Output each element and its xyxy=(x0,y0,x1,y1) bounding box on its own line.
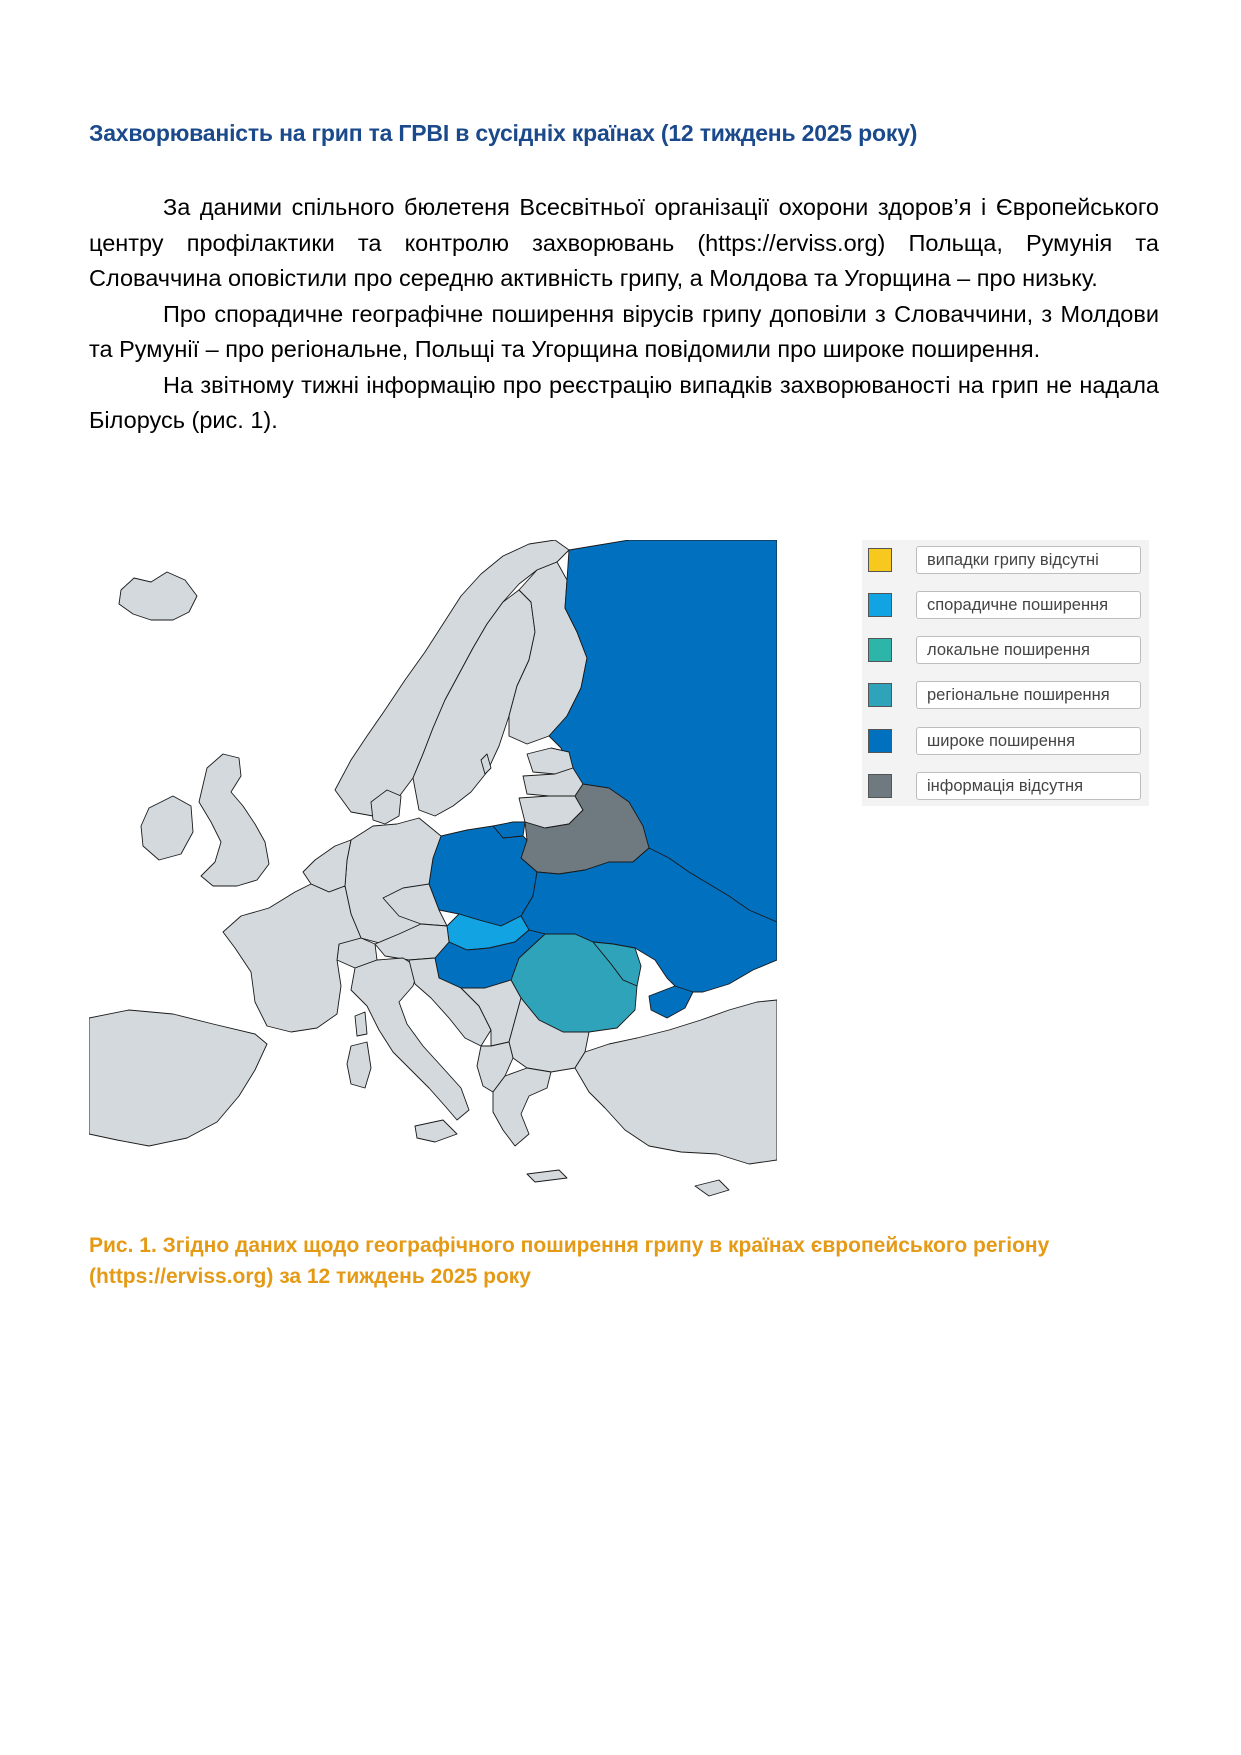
legend-label: локальне поширення xyxy=(916,636,1141,664)
figure-caption xyxy=(89,1230,1169,1292)
legend-label: широке поширення xyxy=(916,727,1141,755)
paragraph: На звітному тижні інформацію про реєстрацію випадків захворюваності на грип не надала Білорусь (рис. 1). xyxy=(89,371,1159,433)
legend-label: випадки грипу відсутні xyxy=(916,546,1141,574)
country-iceland xyxy=(119,572,197,620)
body-text xyxy=(89,190,1159,439)
map-legend xyxy=(862,540,1149,806)
legend-swatch xyxy=(868,638,892,662)
legend-label: спорадичне поширення xyxy=(916,591,1141,619)
caption-line: Рис. 1. Згідно даних щодо географічного поширення грипу в країнах європейського регіону xyxy=(89,1234,1050,1257)
map-svg xyxy=(89,540,777,1222)
island-sardinia xyxy=(347,1042,371,1088)
region-crimea xyxy=(649,986,693,1018)
europe-influenza-map xyxy=(89,540,777,1222)
legend-swatch xyxy=(868,593,892,617)
island-crete xyxy=(527,1170,567,1182)
page-title: Захворюваність на грип та ГРВІ в сусідніх країнах (12 тиждень 2025 року) xyxy=(89,120,918,146)
legend-swatch xyxy=(868,729,892,753)
legend-swatch xyxy=(868,774,892,798)
country-iberia xyxy=(89,1010,267,1146)
legend-item xyxy=(862,585,1149,623)
legend-label: регіональне поширення xyxy=(916,681,1141,709)
legend-label: інформація відсутня xyxy=(916,772,1141,800)
country-ireland xyxy=(141,796,193,860)
island-sicily xyxy=(415,1120,457,1142)
country-greece xyxy=(493,1068,551,1146)
legend-swatch xyxy=(868,548,892,572)
paragraph: За даними спільного бюлетеня Всесвітньої організації охорони здоров’я і Європейського центру профілактики та контролю захворювань (https://erviss.org) Польща, Румунія та Словаччина оповістили про середню активність грипу, а Молдова та Угорщина – про низьку. xyxy=(89,194,1159,291)
island-corsica xyxy=(355,1012,367,1036)
caption-line: (https://erviss.org) за 12 тиждень 2025 року xyxy=(89,1265,531,1288)
island-cyprus xyxy=(695,1180,729,1196)
legend-item xyxy=(862,675,1149,713)
legend-item xyxy=(862,630,1149,668)
legend-item xyxy=(862,766,1149,804)
legend-item xyxy=(862,721,1149,759)
legend-item xyxy=(862,540,1149,578)
country-uk xyxy=(199,754,269,886)
country-poland xyxy=(429,826,537,926)
paragraph: Про спорадичне географічне поширення вірусів грипу доповіли з Словаччини, з Молдови та Румунії – про регіональне, Польщі та Угорщина повідомили про широке поширення. xyxy=(89,300,1159,362)
legend-swatch xyxy=(868,683,892,707)
